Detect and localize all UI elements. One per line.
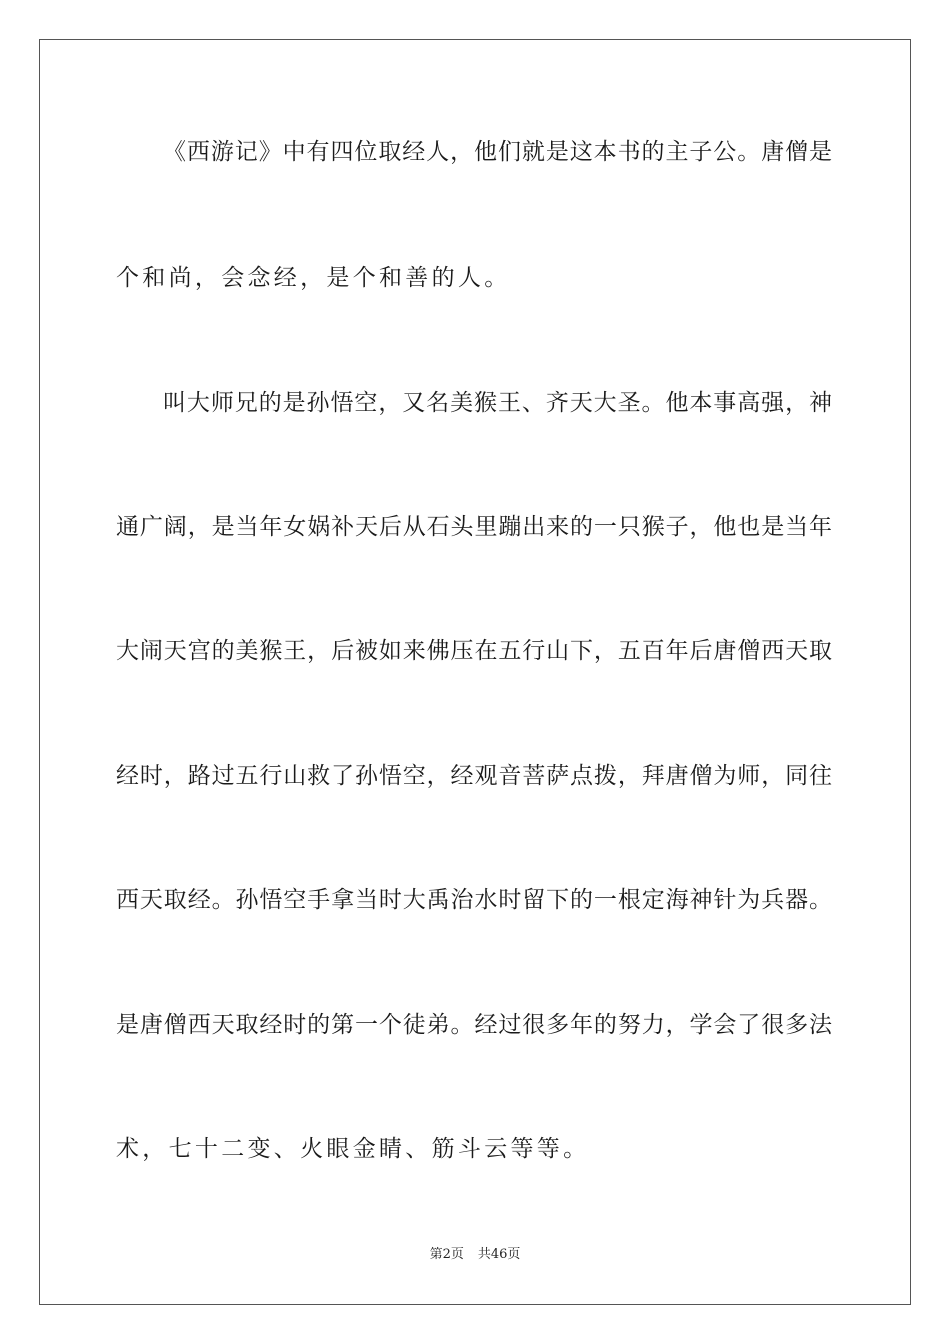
- text-line-4: 通广阔，是当年女娲补天后从石头里蹦出来的一只猴子，他也是当年: [116, 514, 832, 540]
- text-line-6: 经时，路过五行山救了孙悟空，经观音菩萨点拨，拜唐僧为师，同往: [116, 763, 832, 789]
- text-line-2: 个和尚，会念经，是个和善的人。: [116, 265, 511, 291]
- text-line-5: 大闹天宫的美猴王，后被如来佛压在五行山下，五百年后唐僧西天取: [116, 638, 832, 664]
- page-footer: [0, 1246, 950, 1264]
- text-line-7: 西天取经。孙悟空手拿当时大禹治水时留下的一根定海神针为兵器。: [116, 887, 832, 913]
- page-total: 共46页: [477, 1247, 521, 1262]
- text-line-9: 术，七十二变、火眼金睛、筋斗云等等。: [116, 1136, 590, 1162]
- page-frame: [39, 39, 911, 1305]
- text-line-8: 是唐僧西天取经时的第一个徒弟。经过很多年的努力，学会了很多法: [116, 1012, 832, 1038]
- text-line-3: 叫大师兄的是孙悟空，又名美猴王、齐天大圣。他本事高强，神: [163, 390, 832, 416]
- text-line-1: 《西游记》中有四位取经人，他们就是这本书的主子公。唐僧是: [163, 139, 832, 165]
- page-number: 第2页: [429, 1247, 464, 1262]
